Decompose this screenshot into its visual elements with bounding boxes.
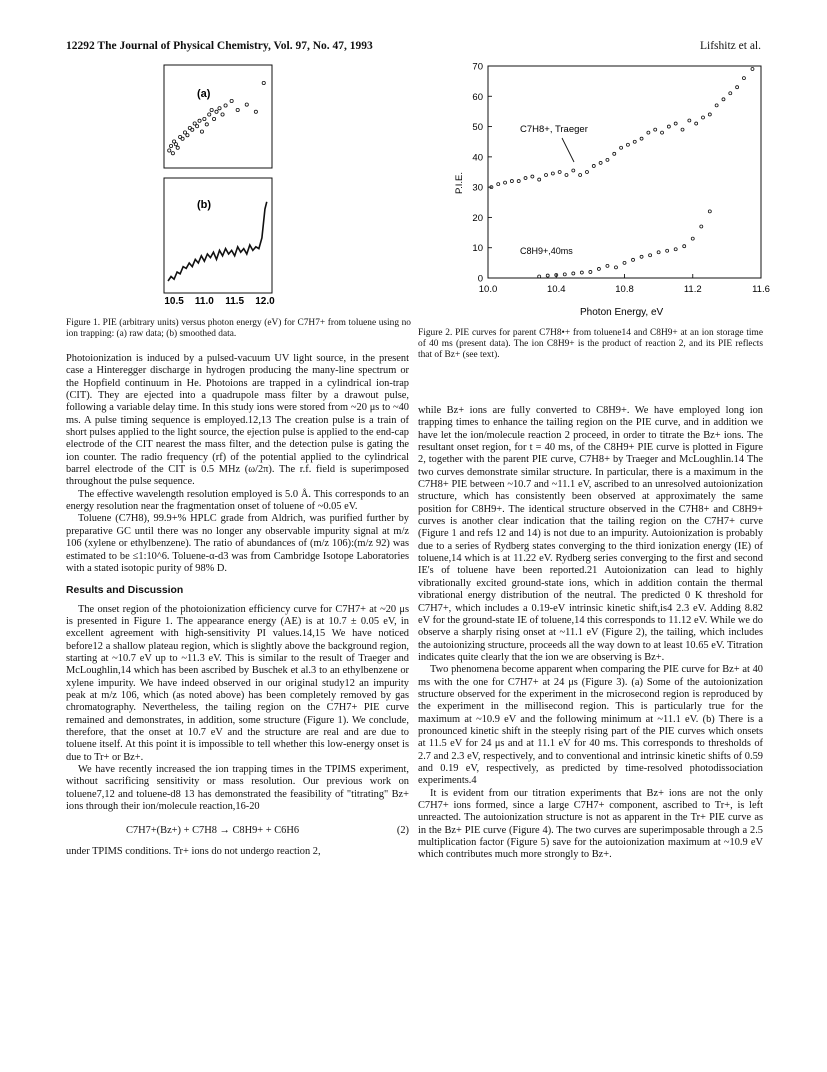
left-paragraph-5: We have recently increased the ion trapping times in the TPIMS experiment, without sacrificing sensitivity or mass resolution. Our previous work on toluene7,12 and toluene-d8 13 has demonstrated the feasibility of "titrating" Bz+ ions through their ion/molecule reaction,16-20 bbox=[66, 764, 409, 813]
fig2-point-c7h8 bbox=[517, 180, 520, 183]
fig2-point-c7h8 bbox=[647, 131, 650, 134]
fig1a-point bbox=[218, 107, 221, 110]
fig1a-point bbox=[236, 108, 239, 111]
figure-1 bbox=[163, 64, 333, 319]
fig1a-point bbox=[200, 130, 203, 133]
fig2-x-axis-label: Photon Energy, eV bbox=[580, 307, 664, 318]
fig1a-point bbox=[210, 108, 213, 111]
fig2-point-c7h8 bbox=[654, 128, 657, 131]
fig1a-point bbox=[215, 110, 218, 113]
fig2-point-c7h8 bbox=[531, 175, 534, 178]
fig2-point-c7h8 bbox=[579, 174, 582, 177]
fig1a-point bbox=[212, 117, 215, 120]
fig2-point-c8h9 bbox=[657, 251, 660, 254]
fig2-y-tick-label: 10 bbox=[472, 243, 483, 255]
fig2-y-tick-label: 0 bbox=[477, 273, 483, 285]
right-paragraph-2: Two phenomena become apparent when comparing the PIE curve for Bz+ at 40 ms with the one for C7H7+ at 24 μs (Figure 3). (a) Some of the autoionization structure observed for the experiment in the microsecond region is reproduced by the experiment in the millisecond region. This is particularly true for the maximum at ~10.9 eV and the following minimum at ~11.1 eV. (b) There is a pronounced kinetic shift in the steeply rising part of the PIE curves which onsets at 11.5 eV for 24 μs and at 11.1 eV for 40 ms. This corresponds to thresholds of 2.7 and 2.3 eV, respectively, and to conventional and intrinsic kinetic shifts of 0.59 and 0.19 eV, respectively, as predicted by time-resolved photodissociation experiments.4 bbox=[418, 664, 763, 787]
equation-2 bbox=[66, 825, 409, 837]
fig2-point-c7h8 bbox=[742, 77, 745, 80]
running-header-right: Lifshitz et al. bbox=[700, 40, 761, 52]
fig1a-point bbox=[230, 99, 233, 102]
fig2-point-c8h9 bbox=[632, 258, 635, 261]
fig2-point-c8h9 bbox=[691, 237, 694, 240]
fig1-panel-b bbox=[164, 178, 272, 293]
section-heading: Results and Discussion bbox=[66, 585, 184, 597]
fig1a-point bbox=[186, 134, 189, 137]
fig2-point-c7h8 bbox=[606, 158, 609, 161]
fig2-point-c7h8 bbox=[729, 92, 732, 95]
fig2-point-c8h9 bbox=[700, 225, 703, 228]
fig2-point-c7h8 bbox=[715, 104, 718, 107]
running-header-left: 12292 The Journal of Physical Chemistry, Vol. 97, No. 47, 1993 bbox=[66, 40, 373, 52]
fig2-x-tick-label: 11.6 bbox=[752, 284, 770, 295]
fig2-x-tick-label: 10.4 bbox=[547, 284, 566, 295]
figure-1-caption: Figure 1. PIE (arbitrary units) versus photon energy (eV) for C7H7+ from toluene using no ion trapping: (a) raw data; (b) smoothed data. bbox=[66, 318, 411, 339]
fig1a-point bbox=[205, 123, 208, 126]
fig2-point-c7h8 bbox=[701, 116, 704, 119]
fig1a-point bbox=[168, 149, 171, 152]
fig2-point-c8h9 bbox=[614, 266, 617, 269]
fig2-point-c7h8 bbox=[510, 180, 513, 183]
fig2-point-c7h8 bbox=[674, 122, 677, 125]
fig2-series-c8h9 bbox=[538, 210, 712, 278]
fig2-point-c8h9 bbox=[623, 261, 626, 264]
fig2-y-axis-label: P.I.E. bbox=[454, 171, 465, 194]
fig2-point-c7h8 bbox=[545, 174, 548, 177]
fig2-annotation-upper: C7H8+, Traeger bbox=[520, 124, 588, 135]
fig2-point-c7h8 bbox=[558, 171, 561, 174]
fig2-point-c7h8 bbox=[551, 172, 554, 175]
fig1a-point bbox=[203, 117, 206, 120]
fig1-panel-a-label: (a) bbox=[197, 88, 211, 100]
fig2-point-c8h9 bbox=[666, 249, 669, 252]
fig1a-point bbox=[174, 143, 177, 146]
left-paragraph-6: under TPIMS conditions. Tr+ ions do not undergo reaction 2, bbox=[66, 845, 321, 857]
fig2-point-c8h9 bbox=[674, 248, 677, 251]
fig2-y-tick-label: 70 bbox=[472, 61, 483, 73]
fig2-point-c8h9 bbox=[572, 272, 575, 275]
equation-number: (2) bbox=[396, 825, 409, 837]
fig2-point-c8h9 bbox=[649, 254, 652, 257]
fig1a-point bbox=[208, 113, 211, 116]
right-column bbox=[418, 405, 763, 862]
fig2-point-c7h8 bbox=[681, 128, 684, 131]
fig1-panel-a-points bbox=[168, 81, 266, 154]
fig2-y-tick-label: 60 bbox=[472, 91, 483, 103]
fig1a-point bbox=[196, 125, 199, 128]
fig2-point-c8h9 bbox=[640, 255, 643, 258]
fig2-y-axis-ticks bbox=[472, 62, 492, 285]
fig2-point-c7h8 bbox=[497, 183, 500, 186]
fig1-x-tick-label: 12.0 bbox=[255, 296, 275, 307]
fig2-point-c7h8 bbox=[504, 181, 507, 184]
fig2-point-c7h8 bbox=[640, 137, 643, 140]
fig2-point-c7h8 bbox=[736, 86, 739, 89]
fig1-panel-a-frame bbox=[164, 65, 272, 168]
fig2-point-c7h8 bbox=[592, 164, 595, 167]
left-paragraph-4: The onset region of the photoionization efficiency curve for C7H7+ at ~20 μs is presented in Figure 1. The appearance energy (AE) is at 10.7 ± 0.05 eV, in excellent agreement with high-sensitivity PI values.14,15 We have noticed before12 a shallow plateau region, which is slightly above the background region, starting at ~10.7 eV up to ~11.3 eV. This is similar to the result of Traeger and McLoughlin,14 which has been ascribed by Buschek et al.3 to an ethylbenzene or xylene impurity. We have indeed observed in our original study12 an impurity peak at m/z 106, which (as noted above) has been completely removed by gas chromatography. Nevertheless, the tailing region on the C7H7+ PIE curve remained and demonstrates, in addition, some structure (Figure 1). We conclude, therefore, that the onset at 10.7 eV and the structure are real and are due to toluene itself. At this point it is impossible to tell whether this low-energy onset is due to Tr+ or Bz+. bbox=[66, 603, 409, 763]
fig2-point-c7h8 bbox=[751, 68, 754, 71]
fig2-point-c7h8 bbox=[572, 169, 575, 172]
fig2-point-c8h9 bbox=[546, 274, 549, 277]
fig2-point-c7h8 bbox=[722, 98, 725, 101]
fig1-panel-a bbox=[164, 65, 272, 168]
fig2-point-c7h8 bbox=[688, 119, 691, 122]
fig2-y-tick-label: 30 bbox=[472, 182, 483, 194]
fig1a-point bbox=[181, 137, 184, 140]
right-paragraph-1: while Bz+ ions are fully converted to C8H9+. We have employed long ion trapping times to enhance the tailing region on the PIE curve, and in addition we have let the ion/molecule reaction 2 proceed, in order to titrate the Bz+ ions. The resultant onset region, for t = 40 ms, of the C8H9+ PIE curve is plotted in Figure 2, together with the parent PIE curve, C7H8+ by Traeger and McLoughlin.14 The two curves demonstrate similar structure. In particular, there is a maximum in the C7H8+ PIE between ~10.7 and ~11.1 eV, ascribed to an unresolved autoionization structure, which has consistently been observed at approximately the same position for C8H9+. The identical structure observed in the C7H8+ and C8H9+ curves is another clear indication that the tailing region on the C7H7+ curve (Figure 1 and refs 12 and 14) is not due to an impurity. Autoionization is probably due to a series of Rydberg states converging to the third ionization energy (IE) of toluene,14 which is at 11.22 eV. Rydberg series converging to the first and second IE's of toluene have been reported.21 Autoionization can lead to highly vibrationally excited ground-state ions, which in addition contain the thermal vibrational energy distribution of the neutral. The predicted 0 K threshold for C7H7+, which includes a 0.19-eV intrinsic kinetic shift,is4 2.3 eV. Adding 8.82 eV for the ground-state IE of toluene,14 this corresponds to 11.12 eV. While we do observe a sharply rising onset at ~11.1 eV (Figure 2), the tailing, which includes the autoionizing structure, proceeds all the way down to at least 10.65 eV. Titration indicates quite clearly that the ion we are observing is Bz+. bbox=[418, 405, 763, 663]
fig2-point-c7h8 bbox=[708, 113, 711, 116]
fig1-panel-b-curve bbox=[168, 202, 267, 281]
fig2-y-tick-label: 40 bbox=[472, 152, 483, 164]
figure-2-caption: Figure 2. PIE curves for parent C7H8•+ from toluene14 and C8H9+ at an ion storage time of 40 ms (present data). The ion C8H9+ is the product of reaction 2, and its PIE reflects that of Bz+ (see text). bbox=[418, 328, 763, 360]
left-paragraph-2: The effective wavelength resolution employed is 5.0 Å. This corresponds to an energy resolution near the fragmentation onset of toluene of ~0.05 eV. bbox=[66, 488, 409, 513]
fig2-point-c7h8 bbox=[633, 140, 636, 143]
fig2-x-tick-label: 10.8 bbox=[615, 284, 634, 295]
fig2-point-c7h8 bbox=[599, 161, 602, 164]
fig1a-point bbox=[245, 103, 248, 106]
fig2-point-c8h9 bbox=[606, 264, 609, 267]
fig2-annotation-arrow bbox=[562, 138, 574, 162]
fig2-point-c8h9 bbox=[597, 267, 600, 270]
fig1a-point bbox=[224, 104, 227, 107]
fig1a-point bbox=[198, 119, 201, 122]
fig1a-point bbox=[262, 81, 265, 84]
left-column bbox=[66, 353, 409, 858]
right-paragraph-3: It is evident from our titration experiments that Bz+ ions are not the only C7H7+ ions formed, since a large C7H7+ component, ascribed to Tr+, is left unreacted. The autoionization structure is not as apparent in the Tr+ PIE curve as in the Bz+ PIE curve (Figure 4). The two curves are superimposable through a 2.5 multiplication factor (Figure 5) save for the autoionization maximum at ~10.9 eV which contributes much more strongly to Bz+. bbox=[418, 787, 763, 861]
fig1a-point bbox=[171, 152, 174, 155]
fig1-x-tick-label: 11.0 bbox=[194, 296, 214, 307]
fig2-point-c7h8 bbox=[667, 125, 670, 128]
left-paragraph-3: Toluene (C7H8), 99.9+% HPLC grade from Aldrich, was purified further by preparative GC until there was no longer any observable impurity signal at m/z 106 (xylene or ethylbenzene). The ratio of abundances of (m/z 106):(m/z 92) was estimated to be ≤1:10^6. Toluene-α-d3 was from Cambridge Isotope Laboratories with a stated isotopic purity of 98% D. bbox=[66, 513, 409, 574]
equation-body: C7H7+(Bz+) + C7H8 → C8H9+ + C6H6 bbox=[126, 825, 300, 837]
fig1a-point bbox=[254, 110, 257, 113]
fig2-point-c8h9 bbox=[683, 245, 686, 248]
fig2-point-c8h9 bbox=[580, 271, 583, 274]
left-paragraph-1: Photoionization is induced by a pulsed-vacuum UV light source, in the present case a Hinteregger discharge in hydrogen producing the many-line spectrum or the Hopfield continuum in He. Photoions are trapped in a cylindrical ion-trap (CIT). They are ejected into a quadrupole mass filter by a drawout pulse, following a variable delay time. In this study ions were stored from ~20 μs to ~40 ms. A pulse timing sequence is employed.12,13 The creation pulse is a train of short pulses applied to the light source, the ejection pulse is applied to the end-cap electrode of the CIT nearest the mass filter, and the detection pulse is gating the ion counter. The radio frequency (rf) of the potential applied to the cylindrical barrel electrode of the CIT is 0.5 MHz (ω/2π). The r.f. field is superimposed throughout the pulse sequence. bbox=[66, 353, 409, 488]
fig1-x-axis-ticks bbox=[164, 296, 275, 307]
fig1-panel-b-frame bbox=[164, 178, 272, 293]
fig2-point-c7h8 bbox=[626, 143, 629, 146]
fig2-point-c7h8 bbox=[565, 174, 568, 177]
fig2-point-c8h9 bbox=[563, 273, 566, 276]
fig1a-point bbox=[169, 144, 172, 147]
fig2-annotation-lower: C8H9+,40ms bbox=[520, 246, 573, 256]
fig1a-point bbox=[191, 128, 194, 131]
fig2-point-c7h8 bbox=[661, 131, 664, 134]
fig2-point-c8h9 bbox=[708, 210, 711, 213]
fig1a-point bbox=[176, 146, 179, 149]
fig1-x-tick-label: 11.5 bbox=[225, 296, 245, 307]
fig2-x-tick-label: 11.2 bbox=[683, 284, 702, 295]
fig2-point-c8h9 bbox=[589, 270, 592, 273]
fig1-x-tick-label: 10.5 bbox=[164, 296, 184, 307]
fig2-point-c7h8 bbox=[695, 122, 698, 125]
fig2-point-c7h8 bbox=[538, 178, 541, 181]
fig2-point-c7h8 bbox=[613, 152, 616, 155]
fig1a-point bbox=[183, 131, 186, 134]
fig2-x-tick-label: 10.0 bbox=[478, 284, 498, 295]
fig2-x-axis-ticks bbox=[479, 274, 770, 295]
fig2-y-tick-label: 50 bbox=[472, 122, 483, 134]
fig2-point-c7h8 bbox=[585, 171, 588, 174]
fig2-y-tick-label: 20 bbox=[472, 212, 483, 224]
fig2-point-c7h8 bbox=[524, 177, 527, 180]
fig1-panel-b-label: (b) bbox=[197, 199, 212, 211]
fig1a-point bbox=[193, 122, 196, 125]
fig1a-point bbox=[221, 113, 224, 116]
fig2-point-c7h8 bbox=[620, 146, 623, 149]
